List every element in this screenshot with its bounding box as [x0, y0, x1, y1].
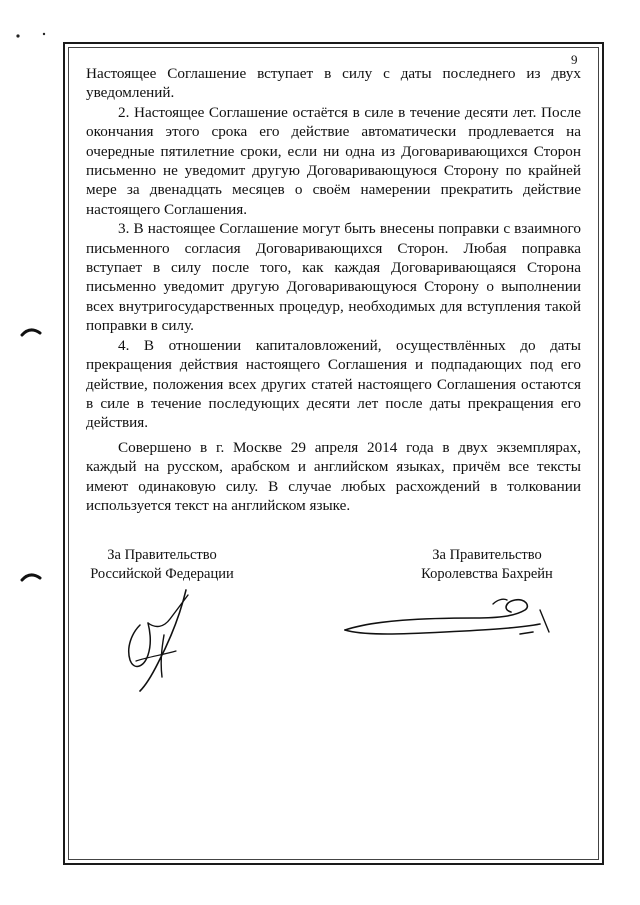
signature-russia [118, 585, 208, 695]
page-number: 9 [571, 52, 578, 67]
scan-mark-hole-upper [20, 325, 42, 339]
signatory-russia-line1: За Правительство [107, 547, 217, 563]
paragraph-duration: 2. Настоящее Соглашение остаётся в силе в течение десяти лет. После окончания этого срока его действие автоматически продлевается на очередные пятилетние сроки, если ни одна из Договаривающихся Сторон письменно не уведомит другую Договаривающуюся Сторону по крайней мере за двенадцать месяцев о своём намерении прекратить действие настоящего Соглашения. [86, 103, 581, 218]
scan-mark-hole-lower [20, 570, 42, 584]
signature-bahrain [335, 588, 565, 663]
paragraph-entry-into-force: Настоящее Соглашение вступает в силу с даты последнего из двух уведомлений. [86, 65, 581, 102]
closing-paragraph: Совершено в г. Москве 29 апреля 2014 года в двух экземплярах, каждый на русском, арабском и английском языках, причём все тексты имеют одинаковую силу. В случае любых расхождений в толковании используется текст на английском языке. [86, 439, 581, 515]
signatory-russia-line2: Российской Федерации [90, 566, 234, 582]
signatory-russia [82, 546, 242, 584]
paragraph-investments: 4. В отношении капиталовложений, осуществлённых до даты прекращения действия настоящего Соглашения и подпадающих под его действие, положения всех других статей настоящего Соглашения остаются в силе в течение последующих десяти лет после даты прекращения его действия. [86, 336, 581, 432]
signatory-bahrain-line1: За Правительство [432, 547, 542, 563]
signatory-bahrain-line2: Королевства Бахрейн [421, 566, 553, 582]
signatory-bahrain [408, 546, 566, 584]
scan-mark-top-left [14, 30, 54, 42]
agreement-body [86, 64, 581, 433]
paragraph-amendments: 3. В настоящее Соглашение могут быть внесены поправки с взаимного письменного согласия Договаривающихся Сторон. Любая поправка вступает в силу после того, как каждая Договаривающаяся Сторона письменно уведомит другую Договаривающуюся Сторону о выполнении всех внутригосударственных процедур, необходимых для вступления такой поправки в силу. [86, 220, 581, 335]
closing-clause [86, 438, 581, 516]
